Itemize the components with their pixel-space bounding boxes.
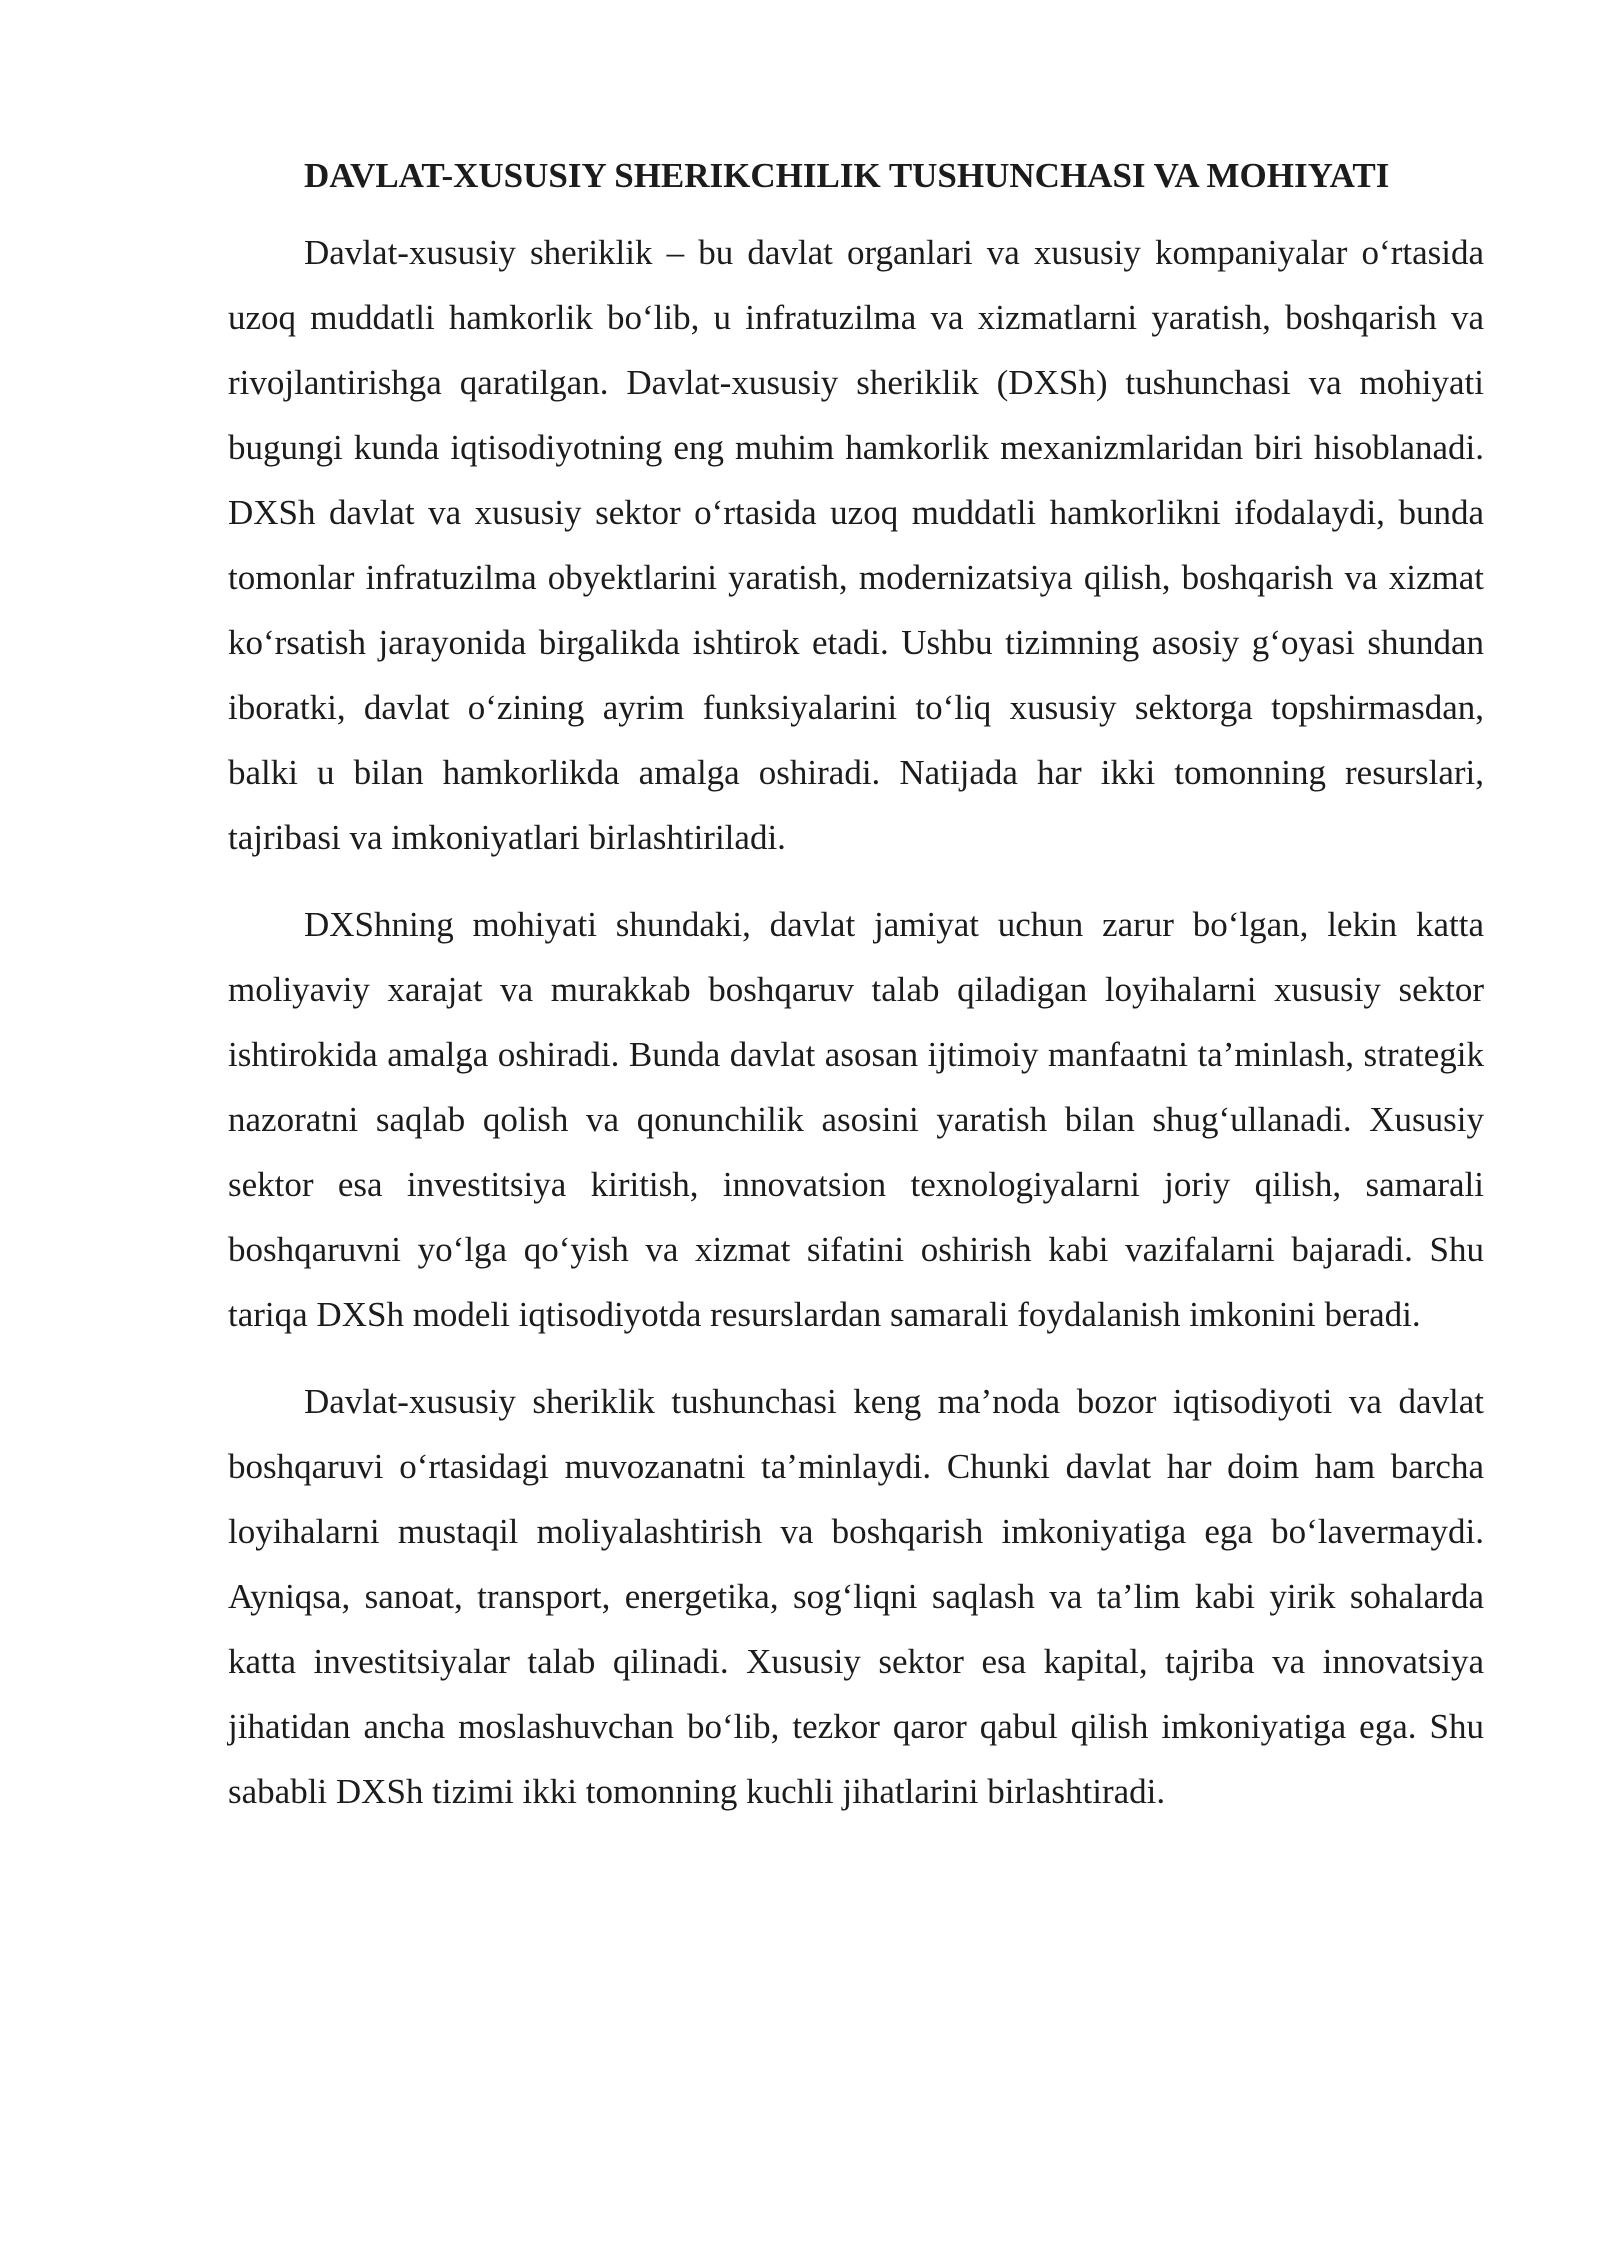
paragraph-2: DXShning mohiyati shundaki, davlat jamiyat uchun zarur bo‘lgan, lekin katta moliyaviy xarajat va murakkab boshqaruv talab qiladigan loyihalarni xususiy sektor ishtirokida amalga oshiradi. Bunda davlat asosan ijtimoiy manfaatni ta’minlash, strategik nazoratni saqlab qolish va qonunchilik asosini yaratish bilan shug‘ullanadi. Xususiy sektor esa investitsiya kiritish, innovatsion texnologiyalarni joriy qilish, samarali boshqaruvni yo‘lga qo‘yish va xizmat sifatini oshirish kabi vazifalarni bajaradi. Shu tariqa DXSh modeli iqtisodiyotda resurslardan samarali foydalanish imkonini beradi.: [228, 905, 1484, 1334]
document-body: [228, 150, 1484, 1846]
paragraph-1: Davlat-xususiy sheriklik – bu davlat organlari va xususiy kompaniyalar o‘rtasida uzoq muddatli hamkorlik bo‘lib, u infratuzilma va xizmatlarni yaratish, boshqarish va rivojlantirishga qaratilgan. Davlat-xususiy sheriklik (DXSh) tushunchasi va mohiyati bugungi kunda iqtisodiyotning eng muhim hamkorlik mexanizmlaridan biri hisoblanadi. DXSh davlat va xususiy sektor o‘rtasida uzoq muddatli hamkorlikni ifodalaydi, bunda tomonlar infratuzilma obyektlarini yaratish, modernizatsiya qilish, boshqarish va xizmat ko‘rsatish jarayonida birgalikda ishtirok etadi. Ushbu tizimning asosiy g‘oyasi shundan iboratki, davlat o‘zining ayrim funksiyalarini to‘liq xususiy sektorga topshirmasdan, balki u bilan hamkorlikda amalga oshiradi. Natijada har ikki tomonning resurslari, tajribasi va imkoniyatlari birlashtiriladi.: [228, 233, 1484, 857]
paragraph-3: Davlat-xususiy sheriklik tushunchasi keng ma’noda bozor iqtisodiyoti va davlat boshqaruvi o‘rtasidagi muvozanatni ta’minlaydi. Chunki davlat har doim ham barcha loyihalarni mustaqil moliyalashtirish va boshqarish imkoniyatiga ega bo‘lavermaydi. Ayniqsa, sanoat, transport, energetika, sog‘liqni saqlash va ta’lim kabi yirik sohalarda katta investitsiyalar talab qilinadi. Xususiy sektor esa kapital, tajriba va innovatsiya jihatidan ancha moslashuvchan bo‘lib, tezkor qaror qabul qilish imkoniyatiga ega. Shu sababli DXSh tizimi ikki tomonning kuchli jihatlarini birlashtiradi.: [228, 1382, 1484, 1811]
document-title: DAVLAT-XUSUSIY SHERIKCHILIK TUSHUNCHASI VA MOHIYATI: [304, 156, 1390, 195]
